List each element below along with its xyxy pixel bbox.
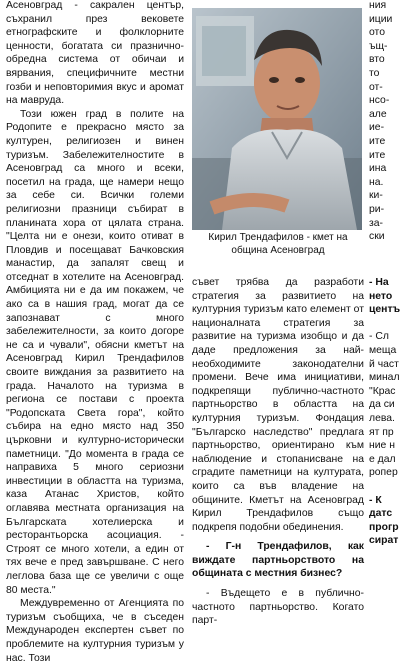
right-cutoff-column (369, 276, 400, 548)
text-line: сират (369, 535, 399, 547)
text-line: ие- (369, 122, 385, 134)
text-line: вто (369, 54, 385, 66)
text-line: ят пр (369, 426, 394, 438)
text-line: центъ (369, 304, 400, 316)
text-line: иции (369, 13, 393, 25)
text-line: ите (369, 135, 386, 147)
text-line: ри- (369, 203, 385, 215)
interview-question: - Г-н Трендафилов, как виждате партньорството на общината с местния бизнес? (192, 541, 364, 580)
portrait-illustration (192, 8, 362, 230)
text-line: минал (369, 372, 400, 384)
text-line: й част (369, 358, 399, 370)
text-line: ина (369, 163, 387, 175)
text-line: е дал (369, 453, 396, 465)
article-paragraph: Този южен град в полите на Родопите е прекрасно място за културен, религиозен и винен туризъм. Забележителностите в Асеновград са много и всеки, посетил на града, ще намери нещо за себе си. Всички големи религиозни празници събират в планината хора от цялата страна. "Целта ни е онези, които отиват в Пловдив и посещават Бачковския манастир, да запалят свещ и отседнат в хотелите на Асеновград. Амбицията ни е да им покажем, че ако са в нашия град, могат да се запознават с много забележителности, за които догоре не са и чували", обясни кметът на Асеновград Кирил Трендафилов своите виждания за развитието на града. Началото на туризма в региона се постави с проекта "Родопската Света гора", който събира на едно място над 350 църковни и културно-исторически паметници. "До момента в града се направиха 5 много сериозни инвестиции в областта на туризма, каза Атанас Христов, който оглавява местната организация на Българската хотелиерска и ресторантьорска асоциация. - Строят се много хотели, а един от тях вече е пред завършване. С него леглова база ще се увеличи с още 80 места." (6, 108, 184, 596)
text-line: нето (369, 290, 393, 302)
text-line: - Сл (369, 331, 389, 343)
text-line: ите (369, 149, 386, 161)
text-line: - На (369, 277, 389, 288)
portrait-photo (192, 8, 362, 230)
text-line: ъщ- (369, 40, 388, 52)
text-line: от- (369, 81, 383, 93)
text-line: але (369, 108, 387, 120)
right-top-cutoff-text (369, 0, 400, 269)
text-line: ние н (369, 440, 395, 452)
text-line: лева. (369, 412, 395, 424)
article-paragraph: съвет трябва да разработи стратегия за развитието на културния туризъм като елемент от националната стратегия за развитие на туризма изобщо и да даде предложения за най-необходимите законодателни промени. Вече има инициативи, подкрепящи публично-частното партньорство в областта на културния туризъм. Фондация "Българско наследство" предлага партньорство, ориентирано към наблюдение и стопанисване на сградите паметници на културата, които са във владение на общините. Кметът на Асеновград Кирил Трендафилов също подкрепя подобни обединения. (192, 277, 364, 533)
text-line: ски (369, 231, 385, 243)
text-line: нсо- (369, 95, 390, 107)
article-paragraph: Междувременно от Агенцията по туризъм съобщиха, че в съседен Международен експертен съвет по проблемите на културния туризъм у нас. Този (6, 598, 184, 664)
text-line: ки- (369, 190, 383, 202)
text-line: за- (369, 217, 384, 229)
text-line: - К (369, 494, 382, 506)
middle-article-column (192, 276, 364, 628)
text-line: прогр (369, 521, 399, 533)
text-line-spacer (369, 317, 400, 331)
text-line: ропер (369, 467, 398, 479)
left-article-column (6, 0, 184, 665)
interview-answer: - Въдещето е в публично-частното партньорство. Когато парт- (192, 588, 364, 627)
text-line: ото (369, 27, 385, 39)
text-line: то (369, 67, 380, 79)
text-line: датс (369, 508, 393, 520)
text-line: на. (369, 176, 384, 188)
text-line: ния (369, 0, 387, 11)
text-line: да си (369, 399, 395, 411)
photo-caption: Кирил Трендафилов - кмет на община Асеновград (208, 232, 348, 256)
text-line: меща (369, 344, 397, 356)
article-paragraph: Асеновград - сакрален център, съхранил през вековете етнографските и фолклорните ценности, богатата си празнично-обредна система от обичаи и вярвания, специфичните местни гозби и неповторимия вкус и аромат на мавруда. (6, 0, 184, 107)
text-line-spacer (369, 480, 400, 494)
text-line: "Крас (369, 385, 396, 397)
